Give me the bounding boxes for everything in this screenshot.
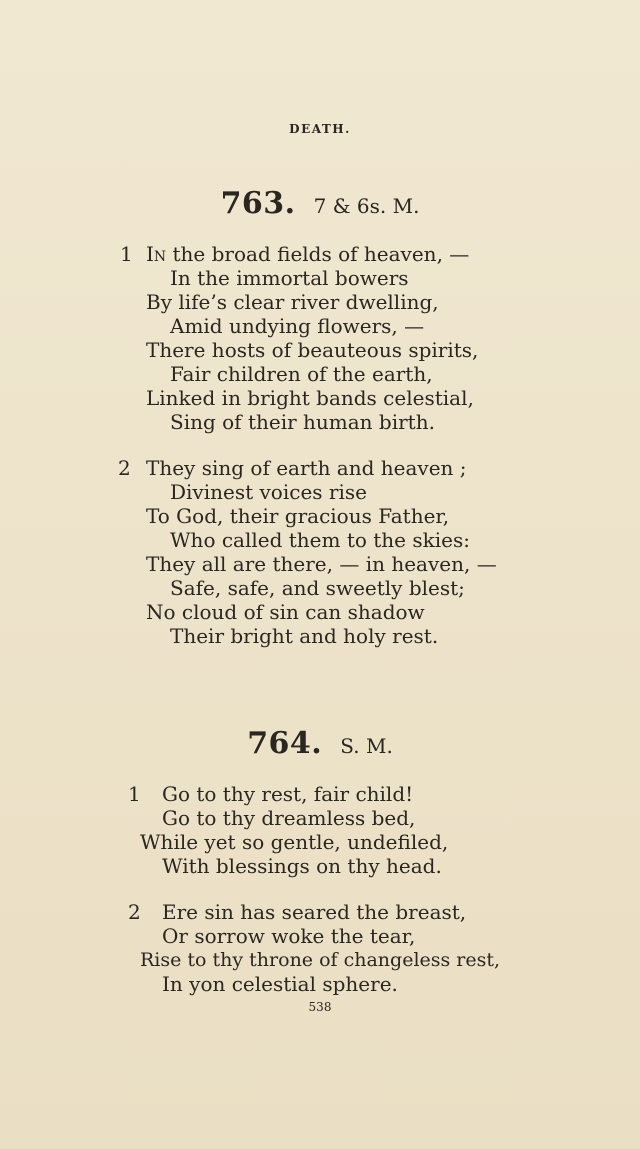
- verse-line: While yet so gentle, undefiled,: [140, 830, 449, 854]
- verse-line: No cloud of sin can shadow: [146, 600, 425, 624]
- verse-line: Their bright and holy rest.: [170, 624, 439, 648]
- verse-line: Linked in bright bands celestial,: [146, 386, 474, 410]
- page-number: 538: [308, 1000, 332, 1014]
- verse-line: Rise to thy throne of changeless rest,: [140, 949, 501, 971]
- verse-line: Amid undying flowers, —: [170, 314, 425, 338]
- hymn-number: 764.: [247, 726, 323, 761]
- running-head: DEATH.: [289, 122, 351, 136]
- verse-line: Divinest voices rise: [170, 480, 367, 504]
- verse-line: Sing of their human birth.: [170, 410, 435, 434]
- initial-word: In: [146, 242, 167, 266]
- verse-line-rest: the broad fields of heaven, —: [166, 242, 470, 266]
- hymn-meter: S. M.: [340, 734, 393, 758]
- verse-line: There hosts of beauteous spirits,: [146, 338, 479, 362]
- verse-line: Go to thy rest, fair child!: [162, 782, 414, 806]
- verse-line: By life’s clear river dwelling,: [146, 290, 439, 314]
- verse-line: They all are there, — in heaven, —: [146, 552, 497, 576]
- verse-line: Safe, safe, and sweetly blest;: [170, 576, 465, 600]
- verse-line: Who called them to the skies:: [170, 528, 470, 552]
- stanza-number: 2: [128, 900, 141, 924]
- hymn-heading: [0, 186, 640, 221]
- verse-line: In yon celestial sphere.: [162, 972, 398, 996]
- hymn-meter: 7 & 6s. M.: [313, 194, 420, 218]
- hymn-number: 763.: [220, 186, 296, 221]
- hymn-heading: [0, 726, 640, 761]
- verse-line: To God, their gracious Father,: [146, 504, 450, 528]
- verse-line: Go to thy dreamless bed,: [162, 806, 416, 830]
- verse-line: Or sorrow woke the tear,: [162, 924, 416, 948]
- verse-line: In the immortal bowers: [170, 266, 409, 290]
- verse-line: Ere sin has seared the breast,: [162, 900, 467, 924]
- stanza-number: 2: [118, 456, 131, 480]
- verse-line: Fair children of the earth,: [170, 362, 433, 386]
- stanza-number: 1: [120, 242, 133, 266]
- verse-line: With blessings on thy head.: [162, 854, 442, 878]
- verse-line: [146, 242, 469, 266]
- stanza-number: 1: [128, 782, 141, 806]
- verse-line: They sing of earth and heaven ;: [146, 456, 467, 480]
